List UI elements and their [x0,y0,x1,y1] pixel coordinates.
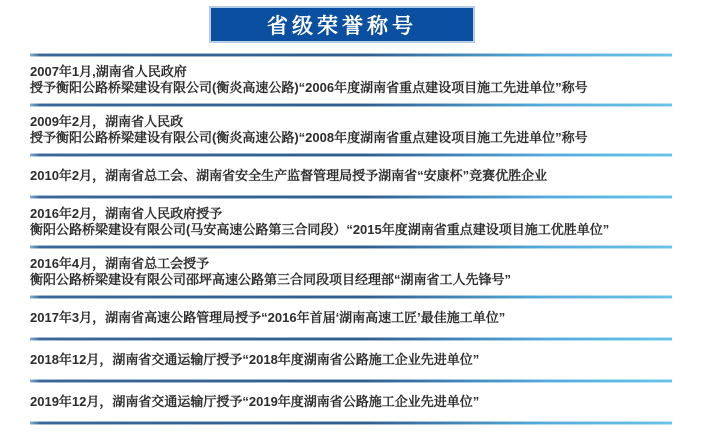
honor-entry [30,107,672,153]
entry-award-line: 2010年2月，湖南省总工会、湖南省安全生产监督管理局授予湖南省“安康杯”竞赛优胜企业 [30,168,548,183]
honor-entry [30,157,672,195]
entry-award-line: 授予衡阳公路桥梁建设有限公司(衡炎高速公路)“2008年度湖南省重点建设项目施工先进单位”称号 [30,130,588,145]
entry-date-line: 2016年2月，湖南省人民政府授予 [30,206,223,221]
divider [30,421,672,425]
entry-award-line: 2019年12月，湖南省交通运输厅授予“2019年度湖南省公路施工企业先进单位” [30,394,480,409]
entry-award-line: 授予衡阳公路桥梁建设有限公司(衡炎高速公路)“2006年度湖南省重点建设项目施工先进单位”称号 [30,80,588,95]
honor-entry [30,341,672,379]
honors-list [30,53,672,425]
honor-entry [30,383,672,421]
entry-award-line: 衡阳公路桥梁建设有限公司邵坪高速公路第三合同段项目经理部“湖南省工人先锋号” [30,272,512,287]
honor-entry [30,57,672,103]
honor-entry [30,249,672,295]
entry-award-line: 2017年3月，湖南省高速公路管理局授予“2016年首届‘湖南高速工匠’最佳施工单位” [30,310,506,325]
entry-award-line: 衡阳公路桥梁建设有限公司(马安高速公路第三合同段）“2015年度湖南省重点建设项目施工优胜单位” [30,222,610,237]
entry-date-line: 2007年1月,湖南省人民政府 [30,64,187,79]
honor-entry [30,199,672,245]
entry-date-line: 2016年4月，湖南省总工会授予 [30,256,210,271]
header-banner [209,6,475,43]
page-title: 省级荣誉称号 [267,14,417,38]
entry-award-line: 2018年12月，湖南省交通运输厅授予“2018年度湖南省公路施工企业先进单位” [30,352,480,367]
honor-entry [30,299,672,337]
entry-date-line: 2009年2月，湖南省人民政 [30,114,184,129]
